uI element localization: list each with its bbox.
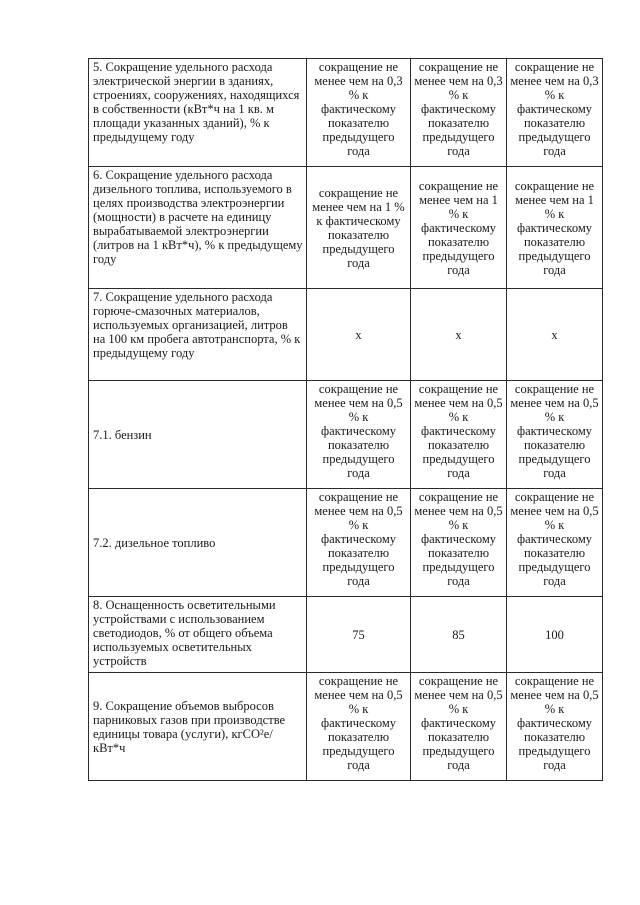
indicator-cell: 5. Сокращение удельного расхода электрической энергии в зданиях, строениях, сооружениях, находящихся в собственности (кВт*ч на 1 кв. м площади указанных зданий), % к предыдущему году bbox=[89, 59, 307, 167]
indicator-cell: 7.1. бензин bbox=[89, 381, 307, 489]
indicator-cell: 7.2. дизельное топливо bbox=[89, 489, 307, 597]
value-cell-year-3: 100 bbox=[507, 597, 603, 673]
value-cell-year-3: сокращение не менее чем на 0,5 % к фактическому показателю предыдущего года bbox=[507, 673, 603, 781]
value-cell-year-1: 75 bbox=[307, 597, 411, 673]
table-row-9 bbox=[89, 673, 603, 781]
table-row-8 bbox=[89, 597, 603, 673]
value-cell-year-1: сокращение не менее чем на 0,5 % к фактическому показателю предыдущего года bbox=[307, 489, 411, 597]
value-cell-year-1: сокращение не менее чем на 0,5 % к фактическому показателю предыдущего года bbox=[307, 673, 411, 781]
value-cell-year-1: сокращение не менее чем на 1 % к фактическому показателю предыдущего года bbox=[307, 167, 411, 289]
value-cell-year-2: 85 bbox=[411, 597, 507, 673]
value-cell-year-2: сокращение не менее чем на 1 % к фактическому показателю предыдущего года bbox=[411, 167, 507, 289]
table-row-5 bbox=[89, 59, 603, 167]
table-row-7 bbox=[89, 289, 603, 381]
indicator-cell: 8. Оснащенность осветительными устройствами с использованием светодиодов, % от общего объема используемых осветительных устройств bbox=[89, 597, 307, 673]
value-cell-year-1: сокращение не менее чем на 0,5 % к фактическому показателю предыдущего года bbox=[307, 381, 411, 489]
value-cell-year-3: сокращение не менее чем на 0,3 % к фактическому показателю предыдущего года bbox=[507, 59, 603, 167]
indicator-cell: 6. Сокращение удельного расхода дизельного топлива, используемого в целях производства электроэнергии (мощности) в расчете на единицу вырабатываемой электроэнергии (литров на 1 кВт*ч), % к предыдущему году bbox=[89, 167, 307, 289]
indicator-cell: 9. Сокращение объемов выбросов парниковых газов при производстве единицы товара (услуги), кгСО²е/кВт*ч bbox=[89, 673, 307, 781]
value-cell-year-3: сокращение не менее чем на 1 % к фактическому показателю предыдущего года bbox=[507, 167, 603, 289]
value-cell-year-2: сокращение не менее чем на 0,5 % к фактическому показателю предыдущего года bbox=[411, 381, 507, 489]
value-cell-year-3: х bbox=[507, 289, 603, 381]
table-row-6 bbox=[89, 167, 603, 289]
value-cell-year-3: сокращение не менее чем на 0,5 % к фактическому показателю предыдущего года bbox=[507, 381, 603, 489]
table-row-7-2 bbox=[89, 489, 603, 597]
value-cell-year-2: сокращение не менее чем на 0,5 % к фактическому показателю предыдущего года bbox=[411, 673, 507, 781]
value-cell-year-2: сокращение не менее чем на 0,5 % к фактическому показателю предыдущего года bbox=[411, 489, 507, 597]
value-cell-year-1: сокращение не менее чем на 0,3 % к фактическому показателю предыдущего года bbox=[307, 59, 411, 167]
value-cell-year-2: х bbox=[411, 289, 507, 381]
value-cell-year-1: х bbox=[307, 289, 411, 381]
value-cell-year-2: сокращение не менее чем на 0,3 % к фактическому показателю предыдущего года bbox=[411, 59, 507, 167]
indicators-table bbox=[88, 58, 603, 781]
value-cell-year-3: сокращение не менее чем на 0,5 % к фактическому показателю предыдущего года bbox=[507, 489, 603, 597]
table-row-7-1 bbox=[89, 381, 603, 489]
indicator-cell: 7. Сокращение удельного расхода горюче-смазочных материалов, используемых организацией, литров на 100 км пробега автотранспорта, % к предыдущему году bbox=[89, 289, 307, 381]
